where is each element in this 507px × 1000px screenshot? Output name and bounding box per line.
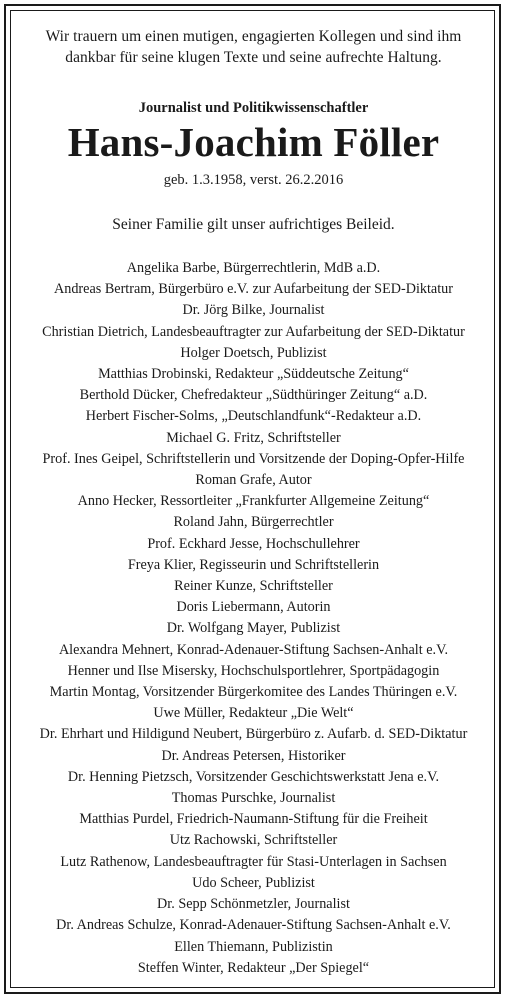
signer-item: Prof. Eckhard Jesse, Hochschullehrer [147,535,360,552]
signer-item: Freya Klier, Regisseurin und Schriftstellerin [127,556,380,573]
signer-item: Dr. Sepp Schönmetzler, Journalist [157,896,350,913]
signer-item: Michael G. Fritz, Schriftsteller [166,429,341,446]
signer-item: Anno Hecker, Ressortleiter „Frankfurter Allgemeine Zeitung“ [77,493,430,510]
signer-item: Christian Dietrich, Landesbeauftragter zur Aufarbeitung der SED-Diktatur [42,323,465,340]
signer-item: Herbert Fischer-Solms, „Deutschlandfunk“-Redakteur a.D. [85,408,422,425]
signer-item: Prof. Ines Geipel, Schriftstellerin und Vorsitzende der Doping-Opfer-Hilfe [42,450,465,467]
signer-item: Roman Grafe, Autor [195,472,312,489]
signer-item: Reiner Kunze, Schriftsteller [174,578,333,595]
signer-item: Thomas Purschke, Journalist [171,790,336,807]
signer-item: Steffen Winter, Redakteur „Der Spiegel“ [137,959,370,976]
signer-item: Alexandra Mehnert, Konrad-Adenauer-Stiftung Sachsen-Anhalt e.V. [58,641,449,658]
signer-item: Holger Doetsch, Publizist [180,344,327,361]
signer-item: Ellen Thiemann, Publizistin [174,938,333,955]
signer-item: Martin Montag, Vorsitzender Bürgerkomitee des Landes Thüringen e.V. [49,684,458,701]
signer-item: Henner und Ilse Misersky, Hochschulsportlehrer, Sportpädagogin [67,662,440,679]
signer-item: Uwe Müller, Redakteur „Die Welt“ [153,705,354,722]
deceased-name: Hans-Joachim Föller [67,119,440,165]
signer-item: Berthold Dücker, Chefredakteur „Südthüringer Zeitung“ a.D. [79,387,428,404]
signer-item: Dr. Wolfgang Mayer, Publizist [166,620,341,637]
signer-item: Matthias Purdel, Friedrich-Naumann-Stiftung für die Freiheit [79,811,428,828]
signer-item: Roland Jahn, Bürgerrechtler [173,514,334,531]
intro-text [14,26,493,68]
signer-item: Dr. Jörg Bilke, Journalist [182,302,325,319]
signer-item: Angelika Barbe, Bürgerrechtlerin, MdB a.D. [126,260,381,276]
signer-item: Lutz Rathenow, Landesbeauftragter für Stasi-Unterlagen in Sachsen [60,853,447,870]
signer-item: Dr. Andreas Petersen, Historiker [161,747,346,764]
signer-item: Andreas Bertram, Bürgerbüro e.V. zur Aufarbeitung der SED-Diktatur [54,281,453,298]
profession-subtitle: Journalist und Politikwissenschaftler [138,100,369,116]
intro-line-2: dankbar für seine klugen Texte und seine aufrechte Haltung. [65,49,442,66]
signer-item: Dr. Henning Pietzsch, Vorsitzender Geschichtswerkstatt Jena e.V. [67,768,440,785]
life-dates: geb. 1.3.1958, verst. 26.2.2016 [163,172,344,188]
signer-item: Utz Rachowski, Schriftsteller [169,832,338,849]
signer-item: Dr. Ehrhart und Hildigund Neubert, Bürgerbüro z. Aufarb. d. SED-Diktatur [39,726,468,743]
signer-item: Doris Liebermann, Autorin [176,599,331,616]
signer-item: Matthias Drobinski, Redakteur „Süddeutsche Zeitung“ [98,366,409,383]
signer-item: Udo Scheer, Publizist [192,874,315,891]
intro-line-1: Wir trauern um einen mutigen, engagierten Kollegen und sind ihm [45,28,462,45]
obituary-content [14,26,493,979]
signers-list [14,258,493,979]
signer-item: Dr. Andreas Schulze, Konrad-Adenauer-Stiftung Sachsen-Anhalt e.V. [56,917,451,934]
condolence-text: Seiner Familie gilt unser aufrichtiges Beileid. [112,216,395,233]
